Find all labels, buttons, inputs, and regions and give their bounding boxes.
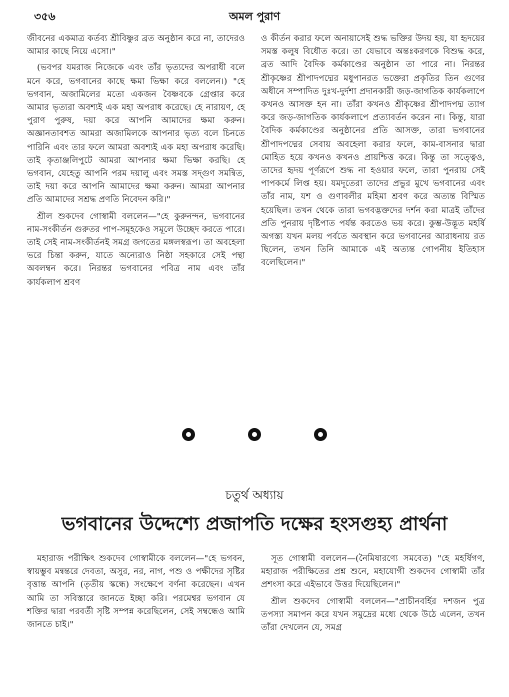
paragraph: মহারাজ পরীক্ষিৎ শুকদেব গোস্বামীকে বললেন—"হে ভগবন, স্বায়ম্ভুব মন্বন্তরে দেবতা, অসুর, নর, নাগ, পশু ও পক্ষীদের সৃষ্টির বৃত্তান্ত আপনি (তৃতীয় স্কন্ধে) সংক্ষেপে বর্ণনা করেছেন। এখন আমি তা সবিস্তারে জানতে ইচ্ছা করি। পরমেশ্বর ভগবান যে শক্তির দ্বারা পরবর্তী সৃষ্টি সম্পন্ন করেছিলেন, সেই সম্বন্ধেও আমি জানতে চাই।" <box>27 554 245 631</box>
bottom-left-column <box>27 553 245 635</box>
section-divider <box>0 426 509 446</box>
ring-ornament-icon <box>182 428 195 441</box>
paragraph: (ভবপর যমরাজ নিজেকে এবং তাঁর ভৃত্যদের অপরাধী বলে মনে করে, ভগবানের কাছে ক্ষমা ভিক্ষা করে বললেন।) "হে ভগবান, অজামিলের মতো একজন বৈষ্ণবকে গ্রেপ্তার করে আমার ভৃত্যরা অবশ্যই এক মহা অপরাধ করেছে। হে নারায়ণ, হে পুরাণ পুরুষ, দয়া করে আপনি আমাদের ক্ষমা করুন। অজ্ঞানতাবশত আমরা অজামিলকে আপনার ভৃত্য বলে চিনতে পারিনি এবং তার ফলে আমরা অবশ্যই এক মহা অপরাধ করেছি। তাই কৃতাঞ্জলিপুটে আমরা আপনার ক্ষমা ভিক্ষা করছি। হে ভগবান, যেহেতু আপনি পরম দয়ালু এবং সমস্ত সদ্গুণ সমন্বিত, তাই দয়া করে আপনি আমাদের ক্ষমা করুন। আমরা আপনার প্রতি আমাদের সশ্রদ্ধ প্রণতি নিবেদন করি।" <box>27 63 245 206</box>
paragraph: সূত গোস্বামী বললেন—(নৈমিষারণ্যে সমবেত) "হে মহর্ষিগণ, মহারাজ পরীক্ষিতের প্রশ্ন শুনে, মহাযোগী শুকদেব গোস্বামী তাঁর প্রশংসা করে এইভাবে উত্তর দিয়েছিলেন।" <box>261 554 485 591</box>
bottom-right-column <box>261 553 485 638</box>
page-header <box>20 6 489 24</box>
ring-ornament-icon <box>248 428 261 441</box>
running-head: অমল পুরাণ <box>228 10 281 23</box>
top-right-column <box>261 33 485 274</box>
top-left-column <box>27 33 245 293</box>
chapter-title: ভগবানের উদ্দেশ্যে প্রজাপতি দক্ষের হংসগুহ্য প্রার্থনা <box>61 514 448 535</box>
page-number: ৩৫৬ <box>34 10 56 23</box>
paragraph: শ্রীল শুকদেব গোস্বামী বললেন—"প্রাচীনবর্হির দশজন পুত্র তপস্যা সমাপন করে যখন সমুদ্রের মধ্যে থেকে উঠে এলেন, তখন তাঁরা দেখলেন যে, সমগ্র <box>261 596 485 634</box>
paragraph: শ্রীল শুকদেব গোস্বামী বললেন—"হে কুরুনন্দন, ভগবানের নাম-সংকীর্তন গুরুতর পাপ-সমূহকেও সমূলে উচ্ছেদ করতে পারে। তাই সেই নাম-সংকীর্তনই সমগ্র জগতের মঙ্গলস্বরূপ। তা অবহেলা ভরে চিন্তা করুন, যাতে অন্যেরাও নিষ্ঠা সহকারে সেই পন্থা অবলম্বন করে। নিরন্তর ভগবানের পবিত্র নাম এবং তাঁর কার্যকলাপ শ্রবণ <box>27 211 245 288</box>
paragraph: ও কীর্তন করার ফলে অনায়াসেই শুদ্ধ ভক্তির উদয় হয়, যা হৃদয়ের সমস্ত কলুষ বিধৌত করে। তা যেভাবে অন্তঃকরণকে বিশুদ্ধ করে, ব্রত আদি বৈদিক কর্মকাণ্ডের অনুষ্ঠান তা পারে না। নিরন্তর শ্রীকৃষ্ণের শ্রীপাদপদ্মের মধুপানরত ভক্তেরা প্রকৃতির তিন গুণের অধীনে সম্পাদিত দুঃখ-দুর্দশা প্রদানকারী জড়-জাগতিক কার্যকলাপে কখনও আসক্ত হন না। তাঁরা কখনও শ্রীকৃষ্ণের শ্রীপাদপদ্ম ত্যাগ করে জড়-জাগতিক কার্যকলাপে প্রত্যাবর্তন করেন না। কিন্তু, যারা বৈদিক কর্মকাণ্ডের অনুষ্ঠানের প্রতি আসক্ত, তারা ভগবানের শ্রীপাদপদ্মের সেবায় অবহেলা করার ফলে, কাম-বাসনার দ্বারা মোহিত হয়ে কখনও কখনও প্রায়শ্চিত্ত করে। কিন্তু তা সত্ত্বেও, তাদের হৃদয় পূর্ণরূপে শুদ্ধ না হওয়ার ফলে, তারা পুনরায় সেই পাপকর্মে লিপ্ত হয়। যমদূতেরা তাদের প্রভুর মুখে ভগবানের এবং তাঁর নাম, যশ ও গুণাবলীর মহিমা শ্রবণ করে অত্যন্ত বিস্মিত হয়েছিল। তখন থেকে তারা ভগবদ্ভক্তদের দর্শন করা মাত্রই তাঁদের প্রতি পুনরায় দৃষ্টিপাত পর্যন্ত করতেও ভয় করে। কুম্ভ-উদ্ভূত মহর্ষি অগস্ত্য যখন মলয় পর্বতে অবস্থান করে ভগবানের আরাধনায় রত ছিলেন, তখন তিনি আমাকে এই অত্যন্ত গোপনীয় ইতিহাস বলেছিলেন।" <box>261 34 485 269</box>
chapter-label: চতুর্থ অধ্যায় <box>225 488 284 502</box>
paragraph: জীবনের একমাত্র কর্তব্য শ্রীবিষ্ণুর ব্রত অনুষ্ঠান করে না, তাদেরও আমার কাছে নিয়ে এসো।" <box>27 34 245 58</box>
ring-ornament-icon <box>314 428 327 441</box>
